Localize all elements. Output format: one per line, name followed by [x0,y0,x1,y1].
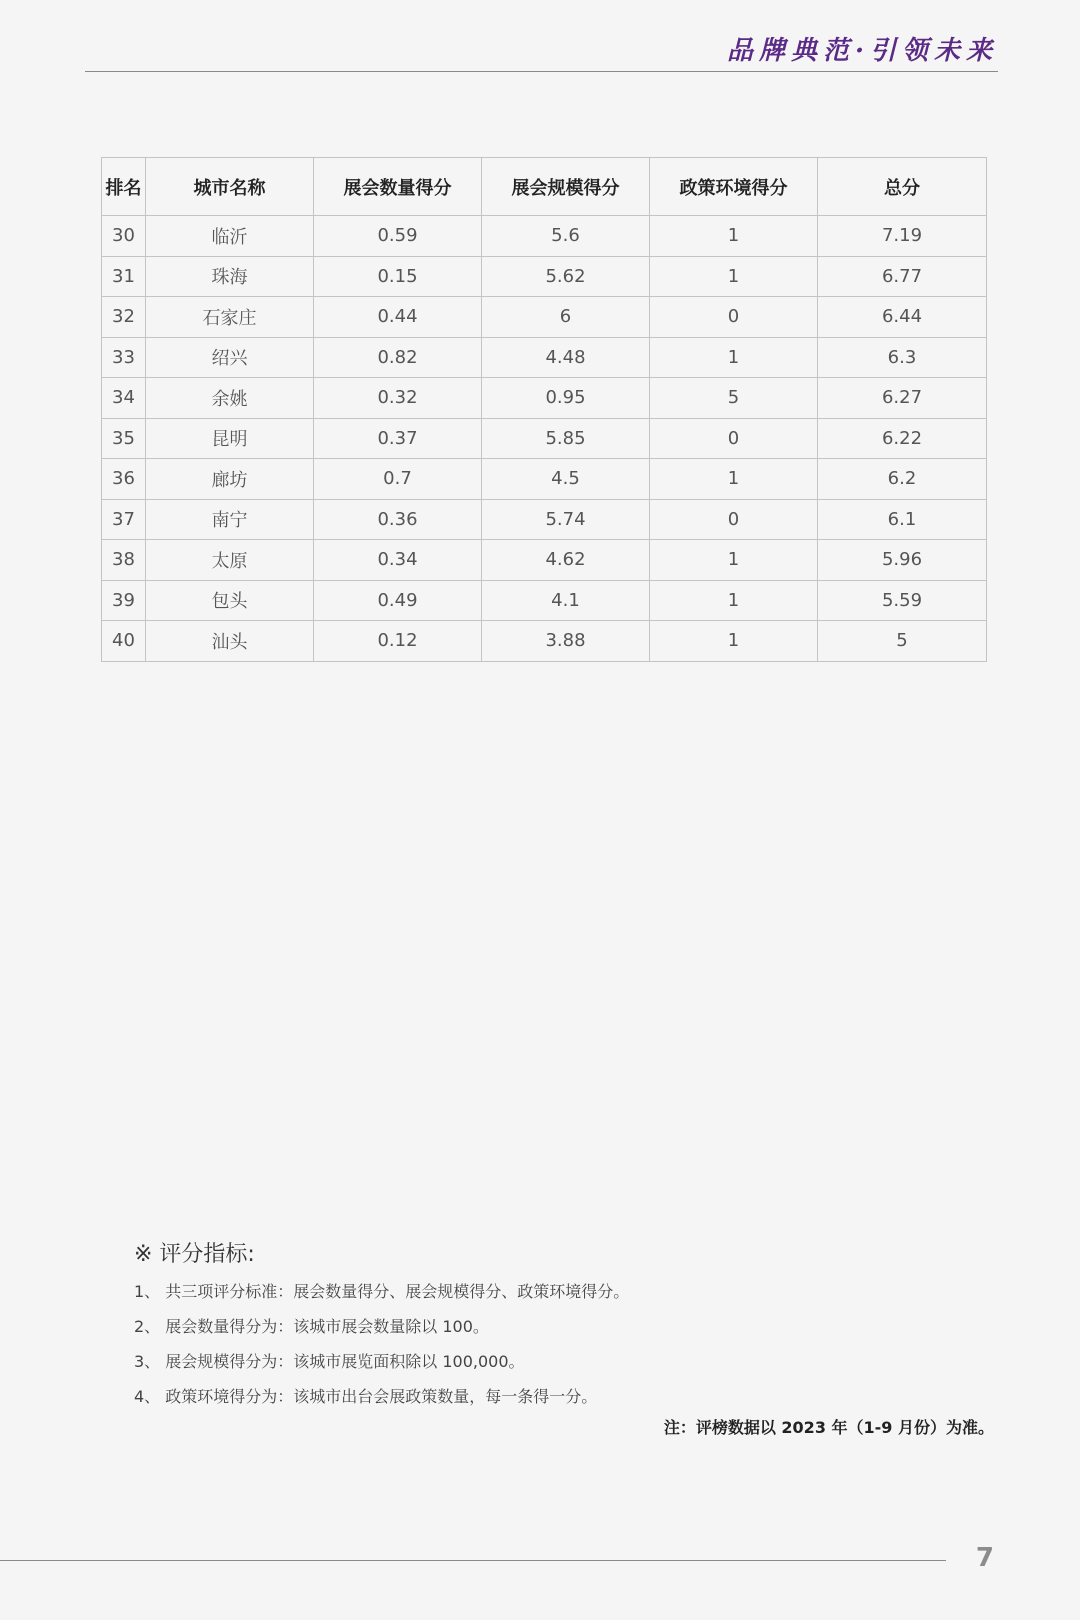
cell-policy-score: 0 [650,297,818,338]
column-header-city: 城市名称 [146,158,314,216]
header-title: 品牌典范·引领未来 [726,36,998,66]
cell-rank: 32 [102,297,146,338]
cell-total-score: 6.44 [818,297,987,338]
header-divider [85,71,998,72]
cell-total-score: 6.1 [818,499,987,540]
table-row [102,418,987,459]
cell-city: 珠海 [146,256,314,297]
table-body [102,216,987,662]
column-header-rank: 排名 [102,158,146,216]
cell-exhibition-scale-score: 6 [482,297,650,338]
cell-rank: 33 [102,337,146,378]
cell-exhibition-count-score: 0.59 [314,216,482,257]
table-row [102,580,987,621]
cell-exhibition-count-score: 0.36 [314,499,482,540]
footer-divider [0,1560,946,1561]
cell-exhibition-scale-score: 4.1 [482,580,650,621]
note-item: 2、 展会数量得分为：该城市展会数量除以 100。 [134,1317,489,1336]
cell-total-score: 6.27 [818,378,987,419]
note-item: 1、 共三项评分标准：展会数量得分、展会规模得分、政策环境得分。 [134,1282,630,1301]
table-row [102,459,987,500]
cell-city: 石家庄 [146,297,314,338]
cell-policy-score: 0 [650,418,818,459]
cell-exhibition-scale-score: 4.5 [482,459,650,500]
cell-total-score: 6.2 [818,459,987,500]
cell-exhibition-scale-score: 5.85 [482,418,650,459]
scoring-notes [134,1237,994,1422]
note-item: 3、 展会规模得分为：该城市展览面积除以 100,000。 [134,1352,525,1371]
cell-total-score: 5 [818,621,987,662]
cell-exhibition-count-score: 0.7 [314,459,482,500]
cell-rank: 38 [102,540,146,581]
cell-city: 绍兴 [146,337,314,378]
note-item: 4、 政策环境得分为：该城市出台会展政策数量，每一条得一分。 [134,1387,598,1406]
cell-exhibition-count-score: 0.37 [314,418,482,459]
cell-policy-score: 1 [650,216,818,257]
table-row [102,297,987,338]
cell-policy-score: 0 [650,499,818,540]
cell-rank: 30 [102,216,146,257]
cell-exhibition-count-score: 0.12 [314,621,482,662]
notes-title: ※ 评分指标: [134,1242,255,1267]
cell-policy-score: 1 [650,621,818,662]
cell-policy-score: 1 [650,256,818,297]
table-row [102,621,987,662]
cell-total-score: 6.77 [818,256,987,297]
column-header-policy-score: 政策环境得分 [650,158,818,216]
cell-rank: 35 [102,418,146,459]
cell-policy-score: 1 [650,459,818,500]
table-row [102,378,987,419]
cell-exhibition-count-score: 0.44 [314,297,482,338]
cell-exhibition-count-score: 0.32 [314,378,482,419]
cell-policy-score: 1 [650,337,818,378]
cell-exhibition-scale-score: 5.62 [482,256,650,297]
page-number: 7 [975,1543,994,1573]
cell-city: 汕头 [146,621,314,662]
cell-city: 临沂 [146,216,314,257]
column-header-exhibition-scale-score: 展会规模得分 [482,158,650,216]
cell-exhibition-count-score: 0.15 [314,256,482,297]
cell-exhibition-scale-score: 0.95 [482,378,650,419]
cell-policy-score: 5 [650,378,818,419]
column-header-exhibition-count-score: 展会数量得分 [314,158,482,216]
cell-city: 包头 [146,580,314,621]
cell-total-score: 6.22 [818,418,987,459]
table-header-row [102,158,987,216]
cell-exhibition-scale-score: 4.62 [482,540,650,581]
cell-policy-score: 1 [650,540,818,581]
cell-exhibition-scale-score: 5.6 [482,216,650,257]
column-header-total-score: 总分 [818,158,987,216]
data-source-footnote: 注：评榜数据以 2023 年（1-9 月份）为准。 [663,1418,994,1437]
cell-rank: 37 [102,499,146,540]
cell-exhibition-scale-score: 5.74 [482,499,650,540]
cell-exhibition-scale-score: 4.48 [482,337,650,378]
cell-city: 太原 [146,540,314,581]
table-row [102,256,987,297]
cell-exhibition-scale-score: 3.88 [482,621,650,662]
cell-rank: 39 [102,580,146,621]
cell-rank: 40 [102,621,146,662]
table-row [102,499,987,540]
ranking-table [101,157,987,662]
cell-total-score: 5.59 [818,580,987,621]
cell-exhibition-count-score: 0.49 [314,580,482,621]
cell-city: 昆明 [146,418,314,459]
cell-rank: 34 [102,378,146,419]
cell-city: 南宁 [146,499,314,540]
cell-rank: 36 [102,459,146,500]
cell-city: 余姚 [146,378,314,419]
table-row [102,337,987,378]
cell-total-score: 6.3 [818,337,987,378]
cell-city: 廊坊 [146,459,314,500]
cell-exhibition-count-score: 0.82 [314,337,482,378]
cell-rank: 31 [102,256,146,297]
cell-total-score: 7.19 [818,216,987,257]
cell-policy-score: 1 [650,580,818,621]
table-row [102,216,987,257]
cell-total-score: 5.96 [818,540,987,581]
cell-exhibition-count-score: 0.34 [314,540,482,581]
table-row [102,540,987,581]
